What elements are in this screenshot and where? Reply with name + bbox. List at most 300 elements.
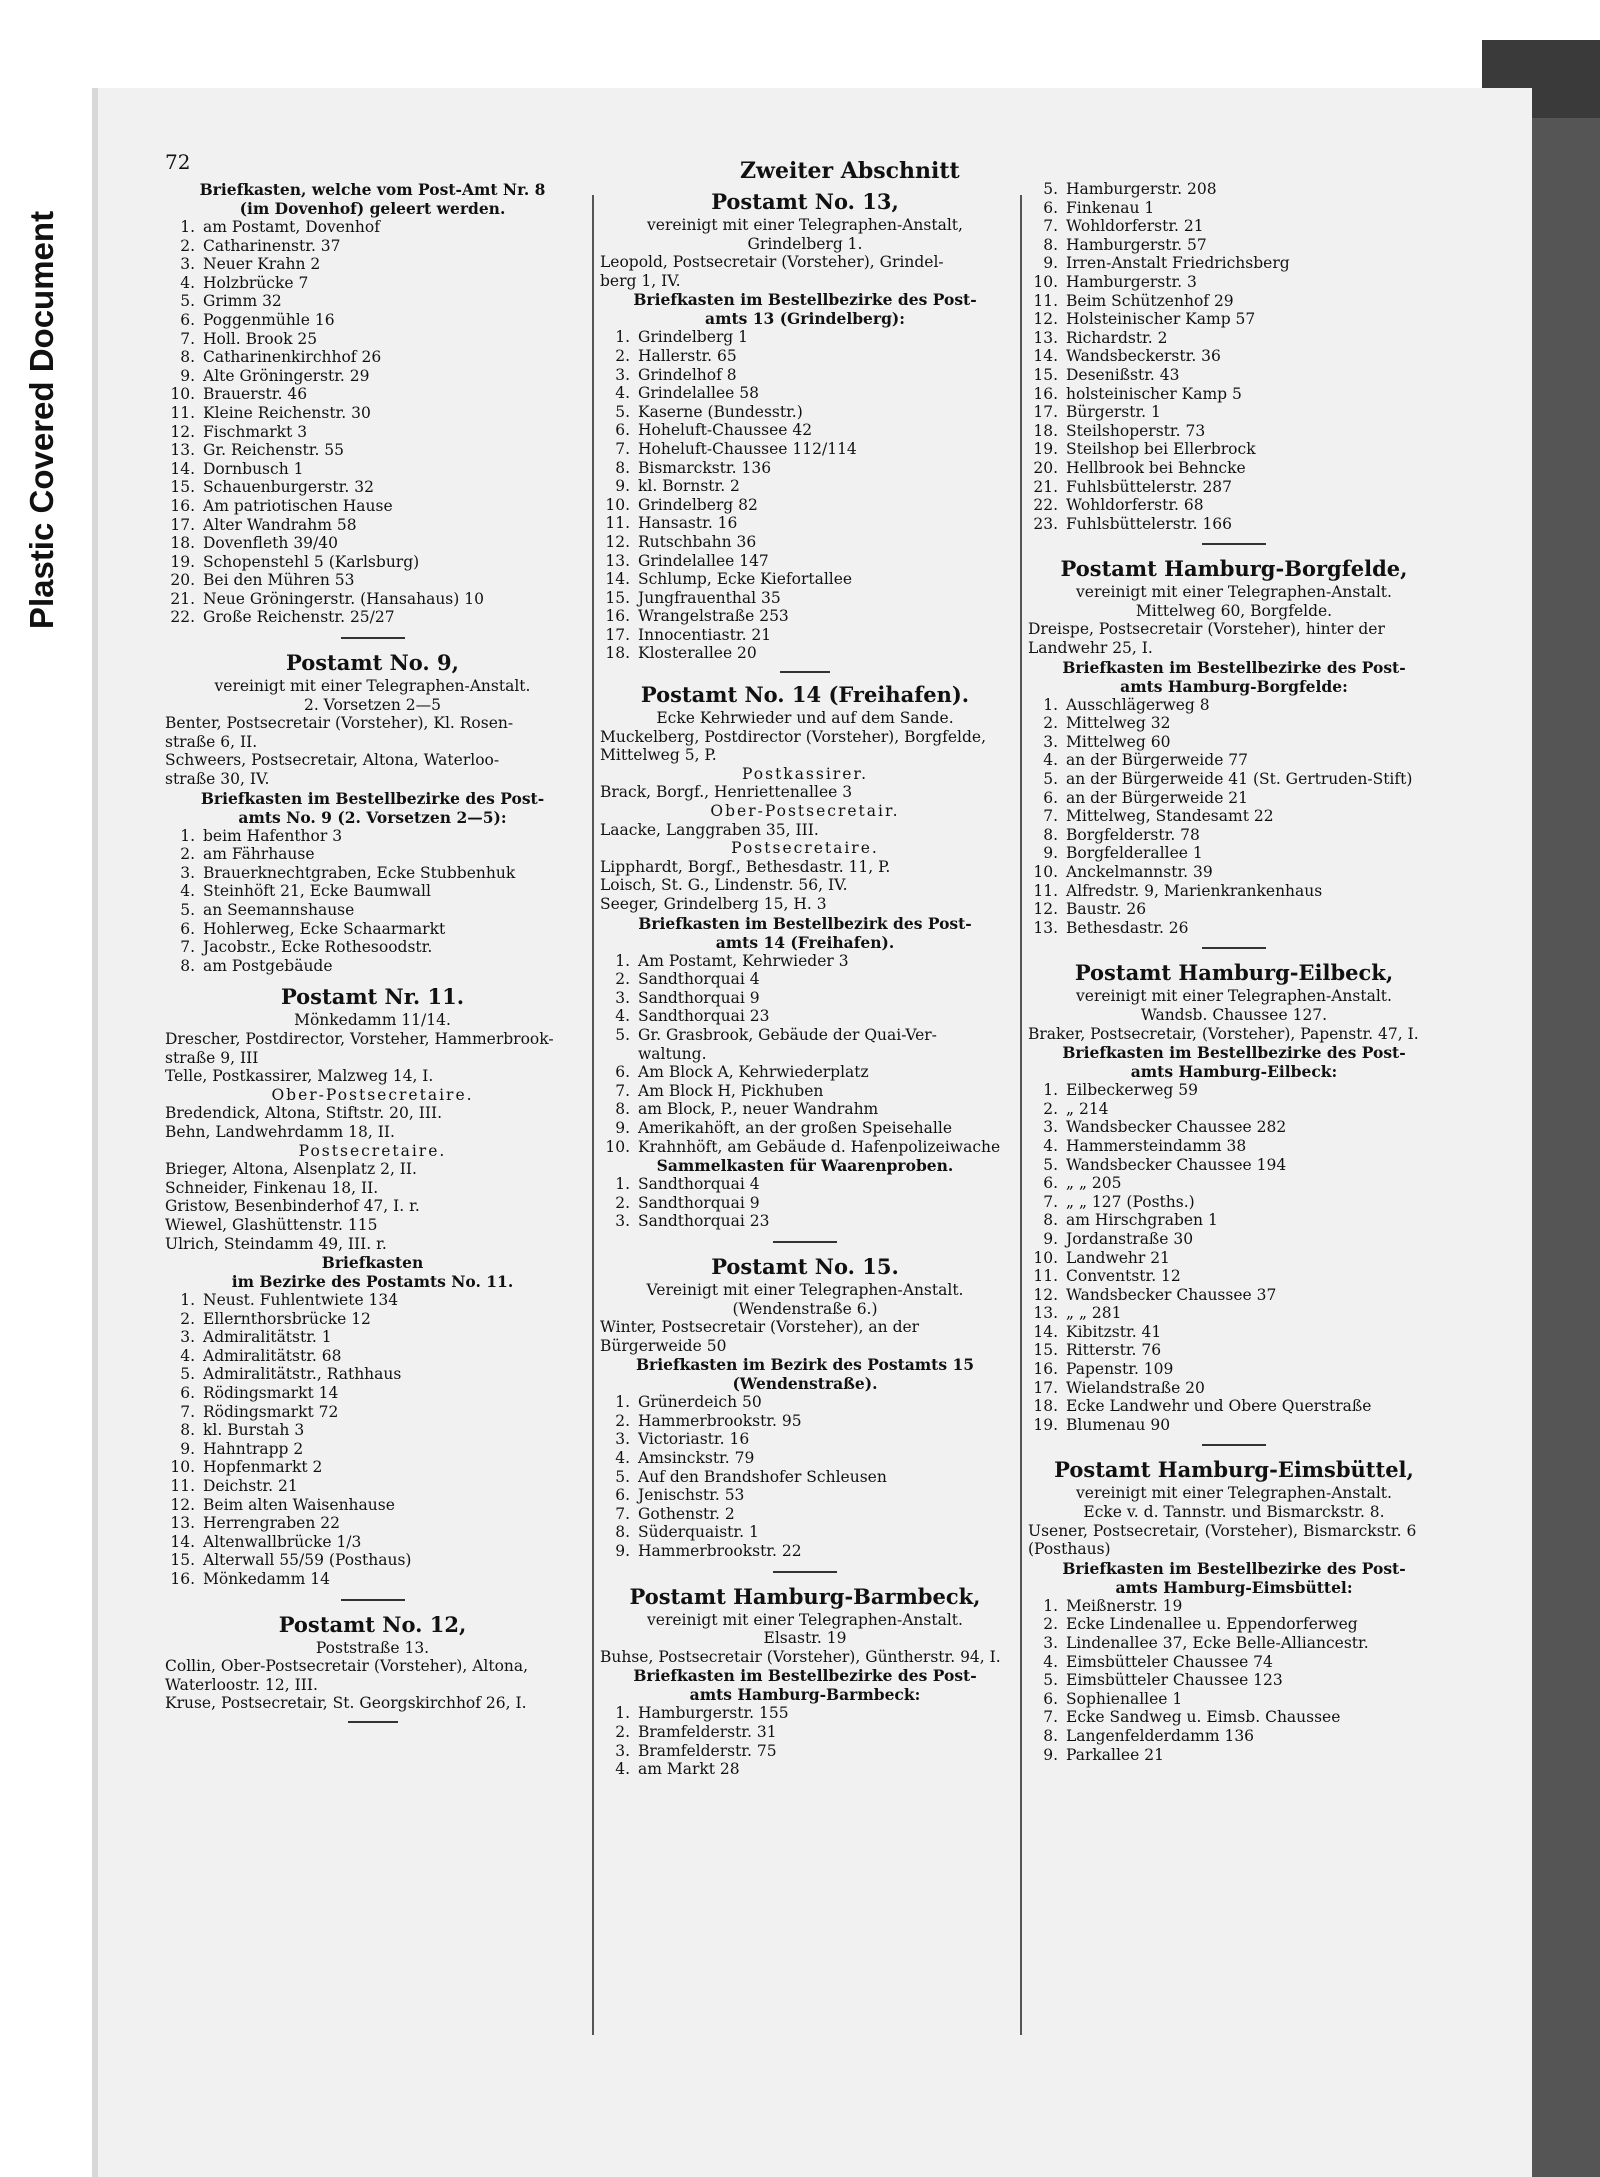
item-text: Mönkedamm 14 [203,1570,330,1588]
item-number: 1. [1043,1081,1058,1100]
post-office-title: Postamt No. 13, [711,189,899,214]
item-number: 12. [1033,1285,1058,1304]
item-text: Herrengraben 22 [203,1514,340,1533]
item-number: 3. [1043,732,1058,751]
item-text: Admiralitätstr. 1 [203,1328,332,1347]
item-number: 14. [170,459,195,478]
list-item [600,552,1010,571]
item-number: 5. [615,402,630,421]
item-number: 15. [170,478,195,497]
item-number: 7. [1043,1708,1058,1727]
item-text: Deichstr. 21 [203,1477,298,1496]
staff-list [165,714,580,788]
item-number: 8. [180,956,195,975]
item-number: 14. [1033,1322,1058,1341]
list-item [1028,1634,1440,1653]
item-number: 4. [180,273,195,292]
item-number: 8. [1043,825,1058,844]
item-text: Irren-Anstalt Friedrichsberg [1066,254,1290,273]
side-label: Plastic Covered Document [23,210,60,630]
item-number: 6. [180,310,195,329]
box-heading-line: amts Hamburg-Eilbeck: [1130,1062,1338,1082]
list-item [1028,1379,1440,1398]
item-text: Hansastr. 16 [638,514,738,533]
list-item [600,1412,1010,1431]
item-text: Bramfelderstr. 31 [638,1723,777,1741]
list-item [165,218,580,237]
item-text: kl. Burstah 3 [203,1421,305,1440]
list-item [165,367,580,386]
item-text: Grindelberg 1 [638,328,748,347]
item-number: 13. [1033,328,1058,347]
list-item [165,1551,580,1570]
item-text: Wrangelstraße 253 [638,607,789,626]
subheading: Postkassirer. [741,764,869,783]
item-text: Catharinenkirchhof 26 [203,348,382,367]
item-text: Fischmarkt 3 [203,422,308,441]
item-number: 16. [1033,384,1058,403]
item-text: Alterwall 55/59 (Posthaus) [203,1551,412,1570]
item-list [600,1393,1010,1560]
item-number: 23. [1033,514,1058,533]
separator [773,1241,837,1243]
list-item [1028,496,1440,515]
info-line: vereinigt mit einer Telegraphen-Anstalt. [1076,1484,1392,1503]
box-heading-line: Briefkasten im Bestellbezirke des Post- [633,1666,977,1686]
item-text: Neue Gröningerstr. (Hansahaus) 10 [203,589,484,608]
item-text: Ecke Landwehr und Obere Querstraße [1066,1397,1372,1416]
item-text: Jordanstraße 30 [1066,1229,1194,1248]
item-number: 20. [170,571,195,590]
list-item [600,1212,1010,1231]
item-text: Am Block H, Pickhuben [638,1081,824,1100]
staff-line: Seeger, Grindelberg 15, H. 3 [600,895,827,913]
item-text: Amerikahöft, an der großen Speisehalle [638,1118,952,1137]
list-item [165,1477,580,1496]
box-heading [1028,658,1440,696]
item-text: Hopfenmarkt 2 [203,1458,323,1477]
item-number: 1. [180,826,195,845]
item-text: Schopenstehl 5 (Karlsburg) [203,552,420,571]
item-number: 12. [1033,900,1058,919]
item-number: 12. [170,1495,195,1514]
box-heading [600,1355,1010,1393]
staff-line: Laacke, Langgraben 35, III. [600,820,819,839]
box-heading-line: (Wendenstraße). [732,1374,878,1394]
item-list [165,827,580,976]
column-1 [165,180,580,1731]
item-number: 4. [1043,1652,1058,1671]
box-heading-line: Briefkasten im Bestellbezirke des Post- [1062,657,1406,677]
staff-list [165,1160,580,1253]
item-number: 6. [615,1486,630,1505]
item-number: 5. [1043,1671,1058,1690]
list-item [165,1570,580,1589]
item-text: Borgfelderallee 1 [1066,844,1203,863]
list-item [600,384,1010,403]
staff-list [600,253,1010,290]
list-item [1028,1304,1440,1323]
info-line: vereinigt mit einer Telegraphen-Anstalt. [1076,987,1392,1006]
item-list [600,1704,1010,1778]
item-text: Steinhöft 21, Ecke Baumwall [203,882,431,901]
list-item [600,440,1010,459]
item-text: Alfredstr. 9, Marienkrankenhaus [1066,881,1323,900]
list-item [165,1533,580,1552]
item-text: am Hirschgraben 1 [1066,1211,1218,1230]
item-number: 4. [615,384,630,403]
staff-line: Leopold, Postsecretair (Vorsteher), Grindel- [600,253,944,272]
item-text: an Seemannshause [203,901,355,919]
staff-line: Bürgerweide 50 [600,1336,727,1355]
item-number: 13. [170,441,195,460]
list-item [600,1194,1010,1213]
list-item [600,1045,1010,1064]
info-line: vereinigt mit einer Telegraphen-Anstalt. [1076,583,1392,602]
list-item [600,952,1010,971]
item-text: waltung. [638,1044,707,1063]
list-item [1028,478,1440,497]
item-text: Grindelberg 82 [638,495,758,514]
item-text: Wandsbecker Chaussee 282 [1066,1118,1287,1137]
list-item [165,1384,580,1403]
box-heading [1028,1043,1440,1081]
item-number: 2. [1043,714,1058,733]
item-text: Wohldorferstr. 21 [1066,217,1204,236]
item-number: 17. [1033,1378,1058,1397]
item-list [165,1291,580,1589]
list-item [1028,199,1440,218]
post-office-info [1028,1484,1440,1521]
item-number: 10. [1033,1248,1058,1267]
staff-line: Drescher, Postdirector, Vorsteher, Hammerbrook- [165,1029,554,1048]
list-item [1028,1211,1440,1230]
post-office-title: Postamt Hamburg-Borgfelde, [1060,556,1408,582]
list-item [1028,714,1440,733]
item-number: 2. [180,1309,195,1328]
list-item [1028,459,1440,478]
item-text: Holsteinischer Kamp 57 [1066,310,1256,329]
item-number: 22. [170,608,195,627]
item-number: 9. [615,1542,630,1561]
item-number: 14. [605,570,630,589]
item-text: Altenwallbrücke 1/3 [203,1532,362,1551]
box-heading-line: amts Hamburg-Barmbeck: [689,1685,921,1705]
item-number: 2. [615,1411,630,1430]
post-office-title: Postamt No. 15. [711,1253,899,1279]
item-text: Desenißstr. 43 [1066,365,1180,384]
post-office-title: Postamt Hamburg-Barmbeck, [629,1583,981,1609]
item-text: „ „ 281 [1066,1304,1122,1323]
list-item [600,421,1010,440]
item-number: 3. [1043,1634,1058,1652]
item-text: am Fährhause [203,845,315,864]
item-number: 13. [1033,918,1058,937]
item-text: Alter Wandrahm 58 [203,515,357,534]
item-text: Brauerknechtgraben, Ecke Stubbenhuk [203,863,516,882]
item-number: 5. [1043,1155,1058,1174]
running-title: Zweiter Abschnitt [740,158,960,184]
list-item [1028,422,1440,441]
post-office-info [600,216,1010,253]
list-item [600,403,1010,422]
item-text: Schlump, Ecke Kiefortallee [638,570,853,589]
list-item [165,1514,580,1533]
staff-line: Brack, Borgf., Henriettenallee 3 [600,783,853,802]
item-number: 7. [180,329,195,348]
item-text: Eimsbütteler Chaussee 123 [1066,1671,1283,1690]
staff-line: Behn, Landwehrdamm 18, II. [165,1122,395,1141]
separator [773,1571,837,1573]
item-number: 17. [1033,403,1058,422]
box-heading-line: Briefkasten im Bestellbezirke des Post- [633,290,977,310]
list-item [165,938,580,957]
staff-list [165,1030,580,1086]
item-number: 2. [1043,1615,1058,1634]
item-number: 10. [605,1137,630,1156]
list-item [1028,1360,1440,1379]
item-text: Sandthorquai 23 [638,1212,770,1231]
list-item [1028,1597,1440,1616]
list-item [1028,385,1440,404]
separator [341,637,405,639]
item-number: 6. [615,421,630,440]
item-number: 1. [615,328,630,347]
item-number: 8. [1043,1726,1058,1745]
item-text: Hahntrapp 2 [203,1439,304,1458]
list-item [1028,1746,1440,1765]
item-number: 19. [170,552,195,571]
item-text: Wandsbeckerstr. 36 [1066,347,1221,366]
item-text: Admiralitätstr., Rathhaus [203,1365,402,1384]
staff-line: Wiewel, Glashüttenstr. 115 [165,1215,378,1234]
item-text: Dornbusch 1 [203,459,304,478]
post-office-title: Postamt Hamburg-Eimsbüttel, [1054,1457,1414,1483]
item-number: 3. [180,255,195,274]
list-item [1028,1397,1440,1416]
item-number: 2. [615,970,630,989]
item-number: 10. [1033,272,1058,291]
staff-line: Usener, Postsecretair, (Vorsteher), Bismarckstr. 6 [1028,1521,1417,1540]
list-item [600,1468,1010,1487]
item-text: am Postamt, Dovenhof [203,218,380,236]
item-text: Catharinenstr. 37 [203,236,341,255]
item-text: Alte Gröningerstr. 29 [203,366,370,385]
item-number: 8. [180,348,195,367]
item-text: Lindenallee 37, Ecke Belle-Alliancestr. [1066,1634,1369,1652]
list-item [1028,180,1440,199]
list-item [1028,1118,1440,1137]
staff-list [600,1648,1010,1667]
item-text: Sandthorquai 4 [638,1175,760,1194]
item-number: 9. [1043,254,1058,273]
list-item [165,827,580,846]
item-number: 11. [170,1477,195,1496]
item-number: 5. [180,292,195,311]
item-number: 8. [1043,1211,1058,1230]
item-number: 21. [1033,477,1058,496]
list-item [165,901,580,920]
list-item [165,1421,580,1440]
list-item [165,255,580,274]
item-number: 1. [615,1704,630,1723]
item-number: 2. [180,236,195,255]
staff-line: Schneider, Finkenau 18, II. [165,1178,379,1197]
item-text: Wandsbecker Chaussee 37 [1066,1285,1277,1304]
item-text: Mittelweg 32 [1066,714,1171,733]
item-number: 9. [615,477,630,496]
item-text: Gr. Reichenstr. 55 [203,441,345,460]
list-item [165,385,580,404]
item-text: Sandthorquai 9 [638,1193,760,1212]
item-number: 7. [615,1081,630,1100]
list-item [165,1291,580,1310]
list-item [1028,1137,1440,1156]
item-number: 20. [1033,458,1058,477]
list-item [600,1486,1010,1505]
subheading: Ober-Postsecretair. [710,802,900,821]
list-item [600,644,1010,663]
post-office-info [165,677,580,714]
item-number: 15. [170,1551,195,1570]
item-number: 6. [180,919,195,938]
item-number: 3. [615,1741,630,1760]
item-number: 7. [180,1402,195,1421]
item-text: Blumenau 90 [1066,1415,1171,1434]
item-number: 4. [180,1346,195,1365]
staff-line: Kruse, Postsecretair, St. Georgskirchhof 26, I. [165,1694,527,1713]
item-number: 6. [1043,788,1058,807]
item-text: Süderquaistr. 1 [638,1523,759,1542]
item-list [600,952,1010,1157]
list-item [600,570,1010,589]
item-text: Wohldorferstr. 68 [1066,496,1204,515]
item-text: Hoheluft-Chaussee 112/114 [638,439,857,458]
item-text: Sophienallee 1 [1066,1689,1183,1708]
info-line: 2. Vorsetzen 2—5 [303,695,442,714]
list-item [165,553,580,572]
item-number: 6. [1043,1689,1058,1708]
item-text: „ „ 127 (Posths.) [1066,1192,1195,1211]
item-text: am Postgebäude [203,956,333,975]
item-number: 9. [1043,1745,1058,1764]
list-item [600,1542,1010,1561]
item-number: 3. [1043,1118,1058,1137]
item-number: 5. [615,1025,630,1044]
list-item [600,607,1010,626]
list-item [600,1523,1010,1542]
item-number: 5. [180,1365,195,1384]
item-number: 1. [180,218,195,236]
item-number: 15. [1033,365,1058,384]
list-item [1028,696,1440,715]
item-text: Holl. Brook 25 [203,329,318,348]
item-text: Hammersteindamm 38 [1066,1136,1247,1155]
item-text: Sandthorquai 9 [638,988,760,1007]
item-text: „ „ 205 [1066,1174,1122,1193]
box-heading-line: amts 14 (Freihafen). [715,932,895,952]
column-2 [600,180,1010,1779]
item-number: 2. [615,346,630,365]
item-number: 8. [615,458,630,477]
list-item [1028,770,1440,789]
item-text: Rutschbahn 36 [638,532,757,551]
item-number: 7. [615,1504,630,1523]
item-text: an der Bürgerweide 21 [1066,788,1249,807]
item-text: Jacobstr., Ecke Rothesoodstr. [203,938,433,957]
post-office-title: Postamt No. 9, [286,650,459,676]
item-text: Hamburgerstr. 155 [638,1704,789,1723]
item-number: 5. [1043,180,1058,198]
separator [348,1721,398,1723]
list-item [600,1138,1010,1157]
list-item [600,1007,1010,1026]
item-text: Hellbrook bei Behncke [1066,458,1246,477]
item-number: 16. [605,607,630,626]
post-office-title: Postamt Hamburg-Eilbeck, [1074,960,1394,986]
item-number: 3. [615,1212,630,1231]
item-number: 7. [615,439,630,458]
list-item [165,1328,580,1347]
list-item [1028,440,1440,459]
list-item [165,1496,580,1515]
item-number: 1. [1043,1596,1058,1615]
list-item [1028,273,1440,292]
item-text: Kaserne (Bundesstr.) [638,402,803,421]
item-number: 8. [1043,235,1058,254]
list-item [1028,1690,1440,1709]
item-number: 3. [615,988,630,1007]
staff-list [600,1318,1010,1355]
item-number: 2. [1043,1099,1058,1118]
item-number: 9. [1043,844,1058,863]
item-number: 13. [170,1514,195,1533]
list-item [600,347,1010,366]
staff-list [1028,1025,1440,1044]
item-text: Bei den Mühren 53 [203,571,355,590]
list-item [1028,882,1440,901]
staff-line: Lipphardt, Borgf., Bethesdastr. 11, P. [600,857,891,876]
item-number: 18. [1033,1397,1058,1416]
staff-line: Buhse, Postsecretair (Vorsteher), Güntherstr. 94, I. [600,1647,1001,1666]
list-item [1028,1341,1440,1360]
item-text: Hamburgerstr. 208 [1066,180,1217,198]
item-list [1028,1597,1440,1764]
item-text: Ritterstr. 76 [1066,1341,1162,1360]
item-text: Landwehr 21 [1066,1248,1170,1267]
list-item [165,1403,580,1422]
list-item [600,626,1010,645]
item-number: 9. [615,1118,630,1137]
list-item [165,497,580,516]
box-heading [600,1666,1010,1704]
staff-list [1028,1522,1440,1559]
item-text: Hammerbrookstr. 22 [638,1542,802,1561]
item-text: Rödingsmarkt 72 [203,1402,339,1421]
list-item [1028,1615,1440,1634]
box-heading-line: Briefkasten im Bestellbezirke des Post- [1062,1558,1406,1578]
box-heading [165,789,580,827]
item-text: Gr. Grasbrook, Gebäude der Quai-Ver- [638,1025,937,1044]
list-item [165,330,580,349]
list-item [1028,1249,1440,1268]
item-number: 4. [1043,1136,1058,1155]
post-office-info [1028,583,1440,620]
item-text: an der Bürgerweide 41 (St. Gertruden-Stift) [1066,770,1413,789]
item-number: 16. [1033,1360,1058,1379]
subheading: Postsecretaire. [731,839,879,858]
staff-line: Muckelberg, Postdirector (Vorsteher), Borgfelde, [600,727,987,746]
